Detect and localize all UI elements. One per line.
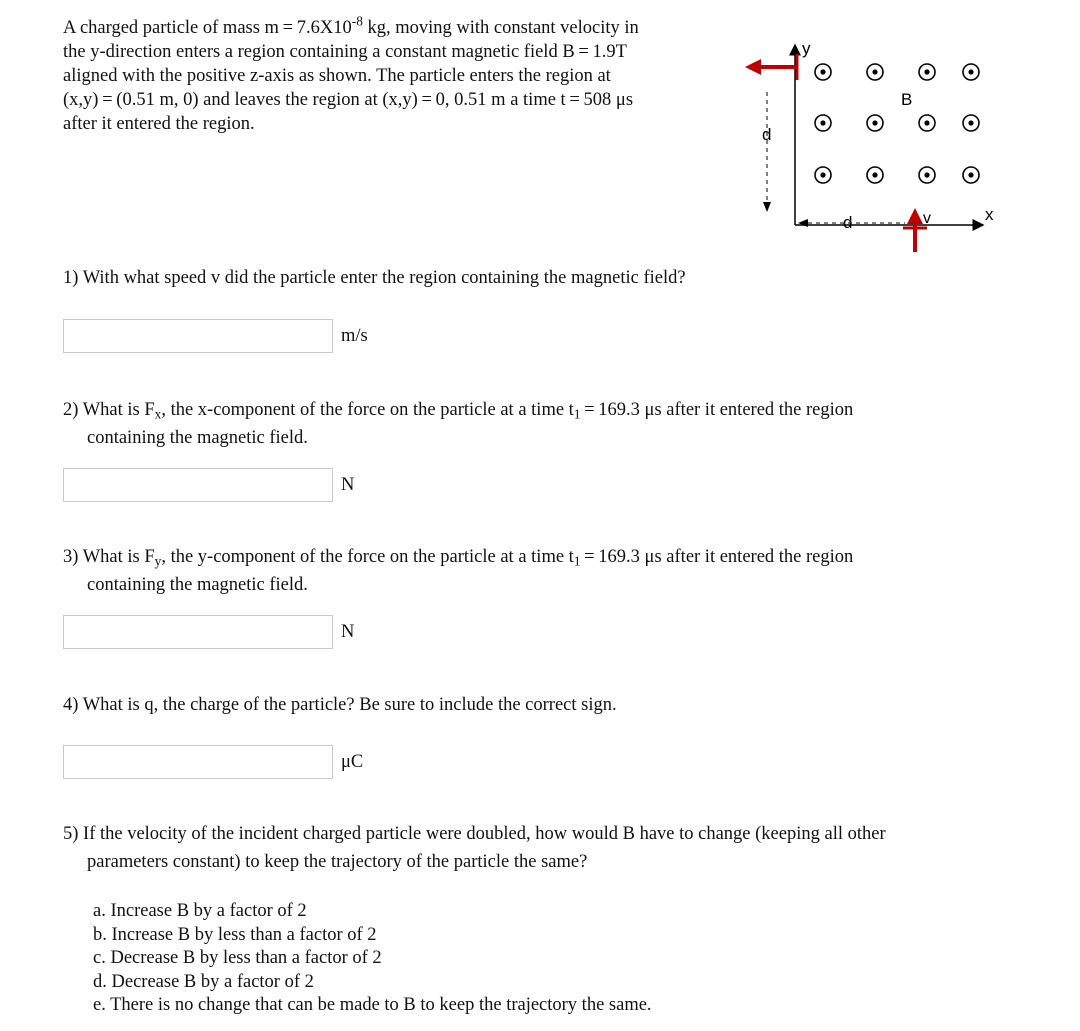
intro-line-1: A charged particle of mass $m = 7.6X10^{-8}$ kg, moving with constant velocity in [63,13,639,38]
field-symbol-dot [968,120,973,125]
question-1-text: 1) With what speed v did the particle enter the region containing the magnetic field? [63,268,686,288]
d-label-bottom: d [843,213,853,232]
field-symbol-dot [968,69,973,74]
intro-line-5: after it entered the region. [63,114,255,134]
field-symbol-dot [820,120,825,125]
option-c[interactable]: c. Decrease B by less than a factor of 2 [93,948,382,968]
question-2-line-2: containing the magnetic field. [87,428,308,448]
d-down-arrowhead [763,202,771,212]
question-5 [63,820,886,876]
field-symbol-dot [968,172,973,177]
charge-unit: μC [341,752,364,772]
field-symbol-dot [872,69,877,74]
d-label-left: d [762,125,772,144]
field-symbol-dot [820,172,825,177]
question-5-line-2: parameters constant) to keep the trajectory of the particle the same? [87,852,588,872]
speed-unit: m/s [341,326,368,346]
intro-line-4: (x,y) = (0.51 m, 0) and leaves the region at (x,y) = 0, 0.51 m a time t = 508 μs [63,90,634,110]
fy-answer-input[interactable] [63,615,333,649]
field-symbol-dot [924,172,929,177]
intro-line-3: aligned with the positive z-axis as shown. The particle enters the region at [63,66,611,86]
b-field-dot-grid [815,64,979,183]
d-left-arrowhead [798,219,808,227]
b-field-label: B [901,90,913,109]
question-3: 3) What is $F_y$, the y-component of the force on the particle at a time $t_1 = 169.3$ μs after it entered the region containing the magnetic field. [63,543,853,599]
field-symbol-dot [924,69,929,74]
option-b[interactable]: b. Increase B by less than a factor of 2 [93,924,377,945]
fx-unit: N [341,475,355,495]
option-d[interactable]: d. Decrease B by a factor of 2 [93,971,314,992]
question-4-text: 4) What is q, the charge of the particle? Be sure to include the correct sign. [63,695,617,715]
magnetic-field-diagram [735,30,1005,260]
speed-answer-input[interactable] [63,319,333,353]
exit-velocity-arrowhead [745,59,761,75]
answer-options [93,900,652,1018]
option-e[interactable]: e. There is no change that can be made to B to keep the trajectory the same. [93,995,652,1015]
y-axis-label: y [802,39,811,58]
fy-unit: N [341,622,355,642]
field-symbol-dot [924,120,929,125]
intro-line-2: the y-direction enters a region containing a constant magnetic field B = 1.9T [63,42,627,62]
question-2: 2) What is $F_x$, the x-component of the force on the particle at a time $t_1 = 169.3$ μs after it entered the region containing the magnetic field. [63,396,853,452]
field-symbol-dot [820,69,825,74]
question-3-line-2: containing the magnetic field. [87,575,308,595]
field-symbol-dot [872,120,877,125]
v-label: v [923,210,931,227]
field-symbol-dot [872,172,877,177]
entry-velocity-arrowhead [907,208,923,224]
option-a[interactable]: a. Increase B by a factor of 2 [93,901,307,921]
question-4 [63,691,617,719]
question-5-line-1: 5) If the velocity of the incident charged particle were doubled, how would B have to change (keeping all other [63,824,886,844]
fx-answer-input[interactable] [63,468,333,502]
question-1 [63,264,686,292]
problem-statement [63,13,743,136]
x-axis-label: x [985,205,994,224]
charge-answer-input[interactable] [63,745,333,779]
